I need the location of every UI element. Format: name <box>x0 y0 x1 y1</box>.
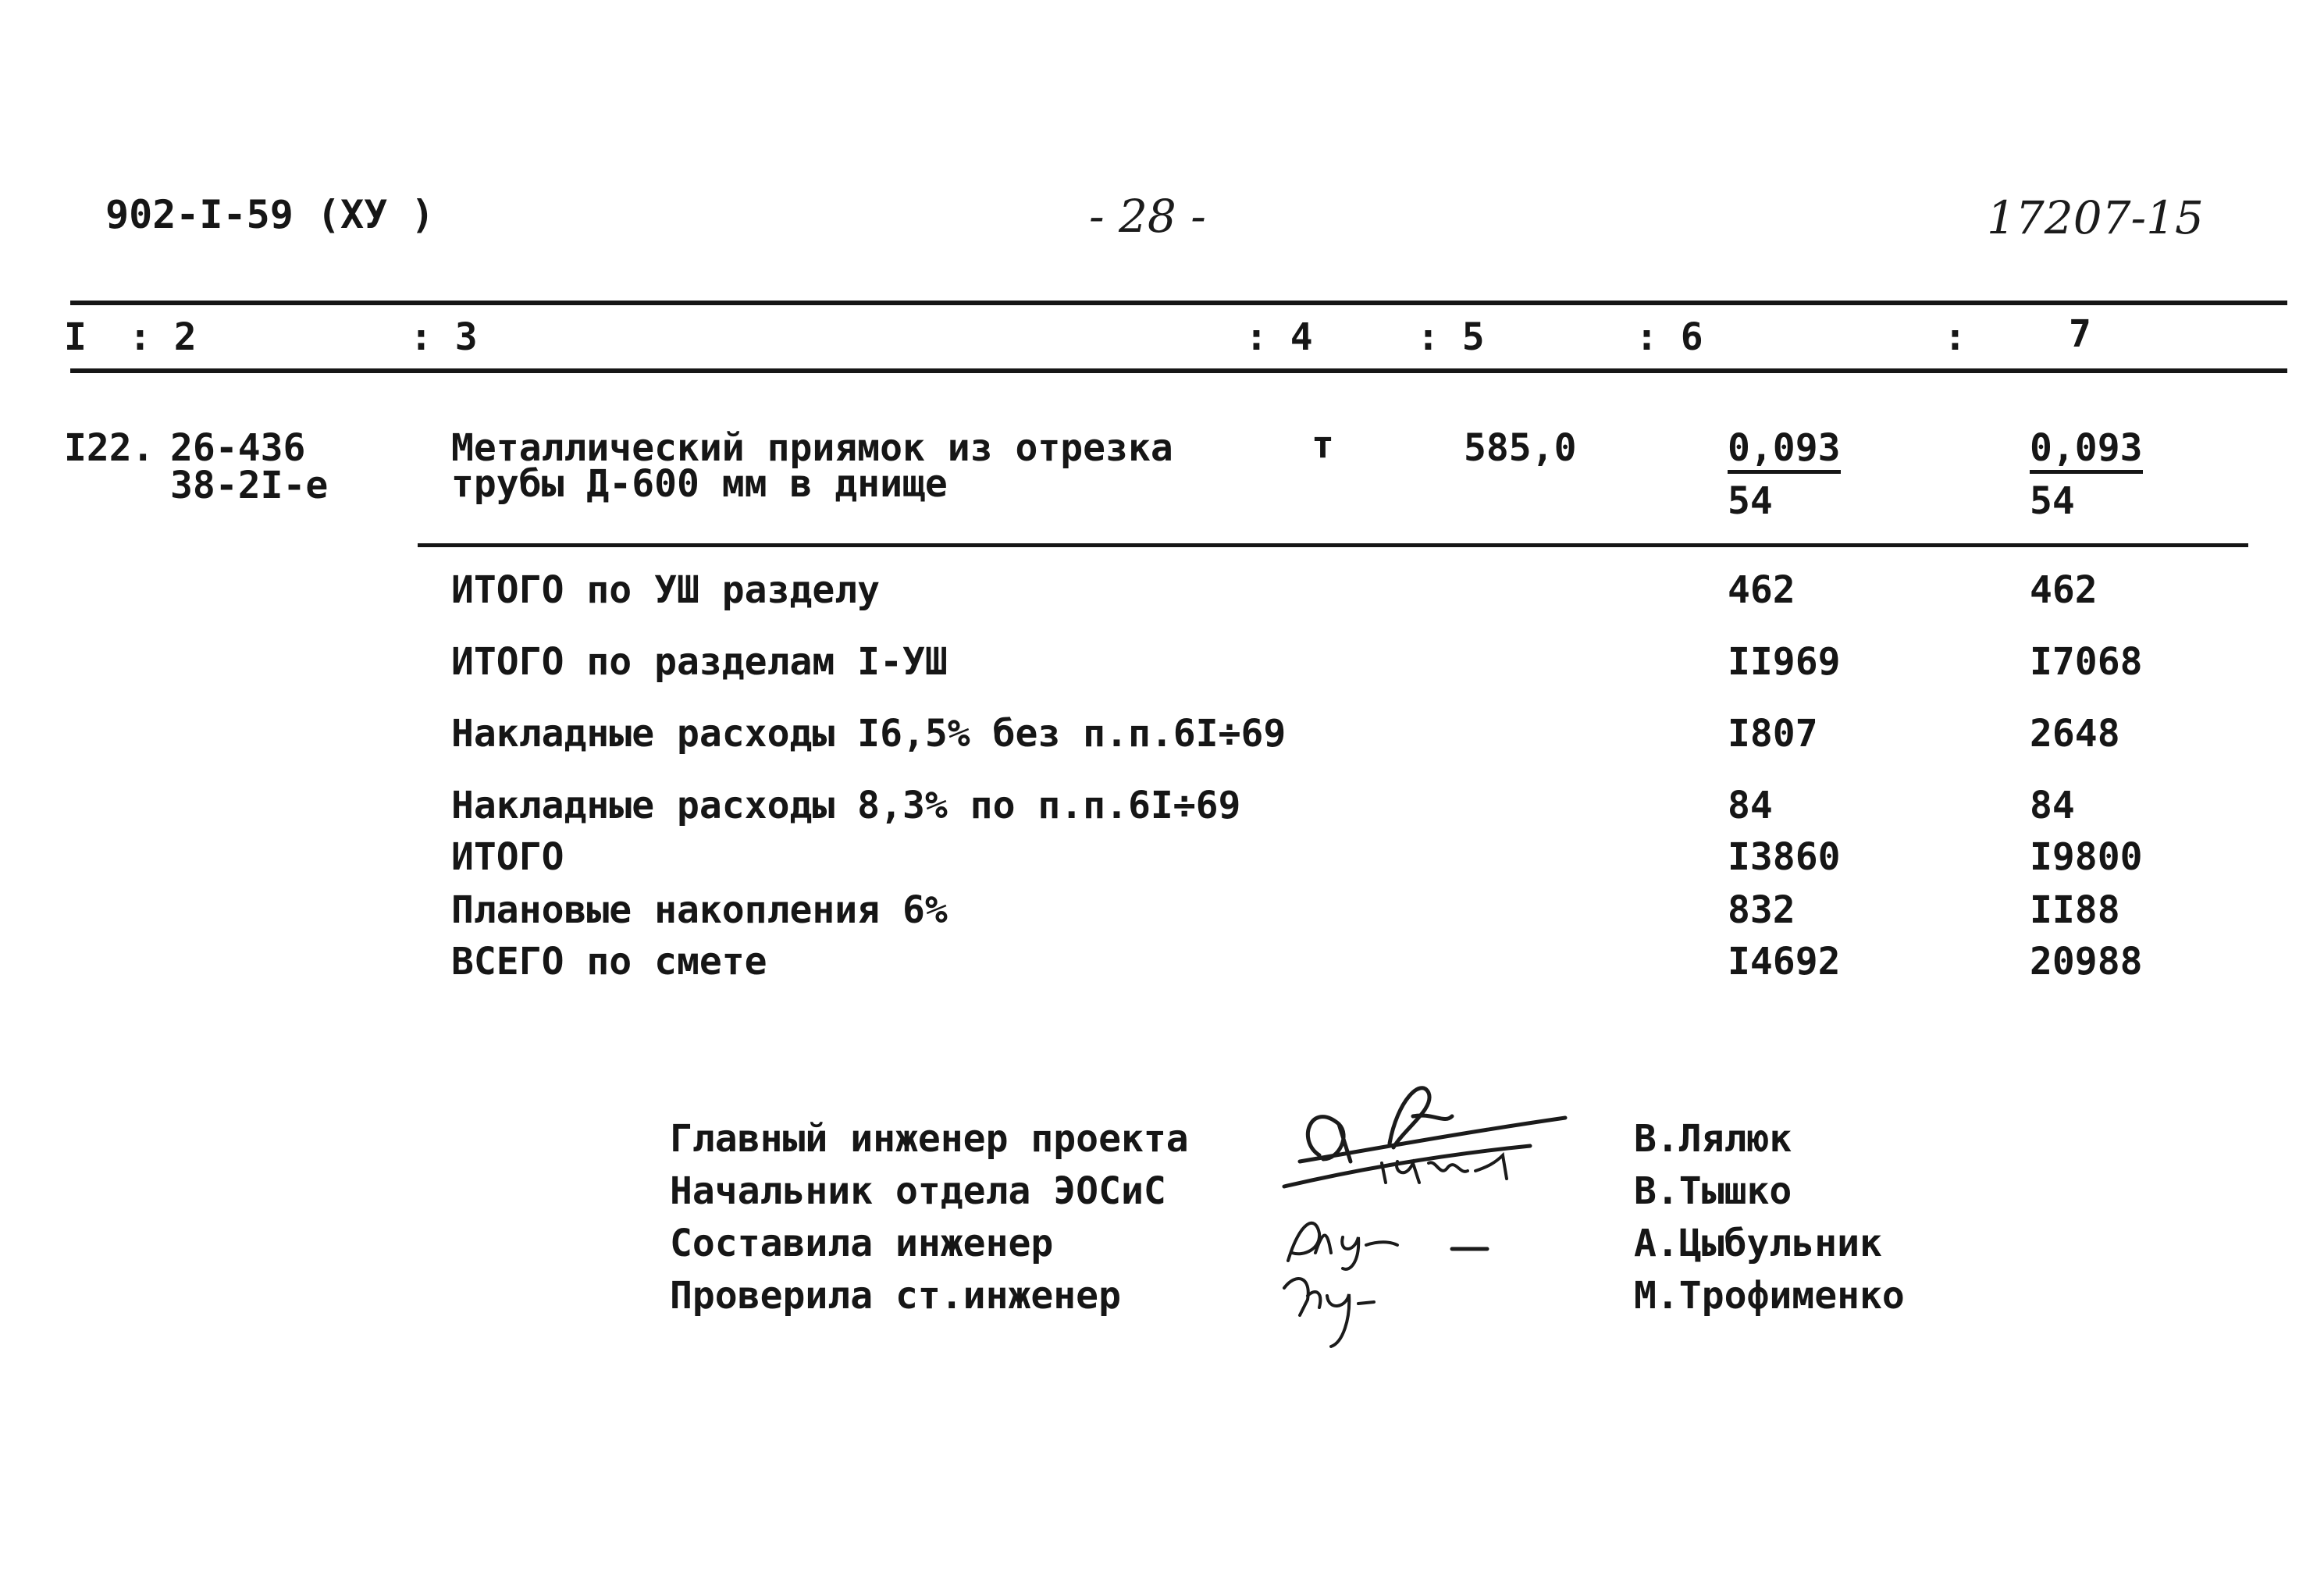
total-col7-section8: 462 <box>2030 568 2098 612</box>
item-description-line1: Металлический приямок из отрезка <box>451 426 1173 470</box>
subtotal-col6: I3860 <box>1728 835 1841 879</box>
signer-name-checker: М.Трофименко <box>1634 1274 1905 1318</box>
overhead-col7-16-5: 2648 <box>2030 712 2120 756</box>
page-number: - 28 - <box>1089 190 1206 243</box>
overhead-col7-8-3: 84 <box>2030 784 2075 827</box>
item-code-line1: 26-436 <box>170 426 306 470</box>
total-col7-sections-1-8: I7068 <box>2030 640 2143 684</box>
overhead-label-16-5: Накладные расходы I6,5% без п.п.6I÷69 <box>451 712 1287 756</box>
column-header-separator: : <box>1944 315 1966 359</box>
item-col7-quantity: 0,093 <box>2030 429 2143 474</box>
subtotal-label: ИТОГО <box>451 835 564 879</box>
signature-department-head <box>1280 1140 1546 1202</box>
subtotal-col7: I9800 <box>2030 835 2143 879</box>
item-col6-quantity: 0,093 <box>1728 429 1841 474</box>
grand-total-label: ВСЕГО по смете <box>451 940 767 984</box>
overhead-col6-16-5: I807 <box>1728 712 1818 756</box>
signer-name-chief-engineer: В.Лялюк <box>1634 1117 1792 1161</box>
signer-name-department-head: В.Тышко <box>1634 1169 1792 1213</box>
item-number: I22. <box>64 426 155 470</box>
signer-role-compiler: Составила инженер <box>670 1222 1054 1265</box>
column-header-5: : 5 <box>1417 315 1485 359</box>
item-description-line2: трубы Д-600 мм в днище <box>451 462 948 506</box>
column-header-4: : 4 <box>1245 315 1313 359</box>
total-label-sections-1-8: ИТОГО по разделам I-УШ <box>451 640 948 684</box>
total-col6-sections-1-8: II969 <box>1728 640 1841 684</box>
item-col6-cost: 54 <box>1728 479 1773 523</box>
item-code-line2: 38-2I-e <box>170 464 329 507</box>
column-header-6: : 6 <box>1635 315 1703 359</box>
item-col7-cost: 54 <box>2030 479 2075 523</box>
column-header-1: I <box>64 315 87 359</box>
column-header-3: : 3 <box>410 315 478 359</box>
signer-role-checker: Проверила ст.инженер <box>670 1274 1121 1318</box>
grand-total-col7: 20988 <box>2030 940 2143 984</box>
column-header-2: : 2 <box>129 315 197 359</box>
table-top-rule <box>70 301 2287 305</box>
sheet-number: 17207-15 <box>1987 191 2204 244</box>
signer-name-compiler: А.Цыбульник <box>1634 1222 1882 1265</box>
total-col6-section8: 462 <box>1728 568 1795 612</box>
overhead-label-8-3: Накладные расходы 8,3% по п.п.6I÷69 <box>451 784 1241 827</box>
signature-checker <box>1272 1257 1413 1358</box>
overhead-col6-8-3: 84 <box>1728 784 1773 827</box>
grand-total-col6: I4692 <box>1728 940 1841 984</box>
table-header-rule <box>70 368 2287 373</box>
column-header-7: 7 <box>2069 312 2091 356</box>
item-unit: т <box>1311 423 1334 467</box>
signer-role-chief-engineer: Главный инженер проекта <box>670 1117 1189 1161</box>
planned-savings-label: Плановые накопления 6% <box>451 888 948 932</box>
signer-role-department-head: Начальник отдела ЭОСиС <box>670 1169 1166 1213</box>
total-label-section8: ИТОГО по УШ разделу <box>451 568 881 612</box>
item-price: 585,0 <box>1464 426 1577 470</box>
item-bottom-rule <box>418 543 2248 547</box>
document-code: 902-I-59 (XУ ) <box>105 192 435 237</box>
planned-savings-col6: 832 <box>1728 888 1795 932</box>
planned-savings-col7: II88 <box>2030 888 2120 932</box>
